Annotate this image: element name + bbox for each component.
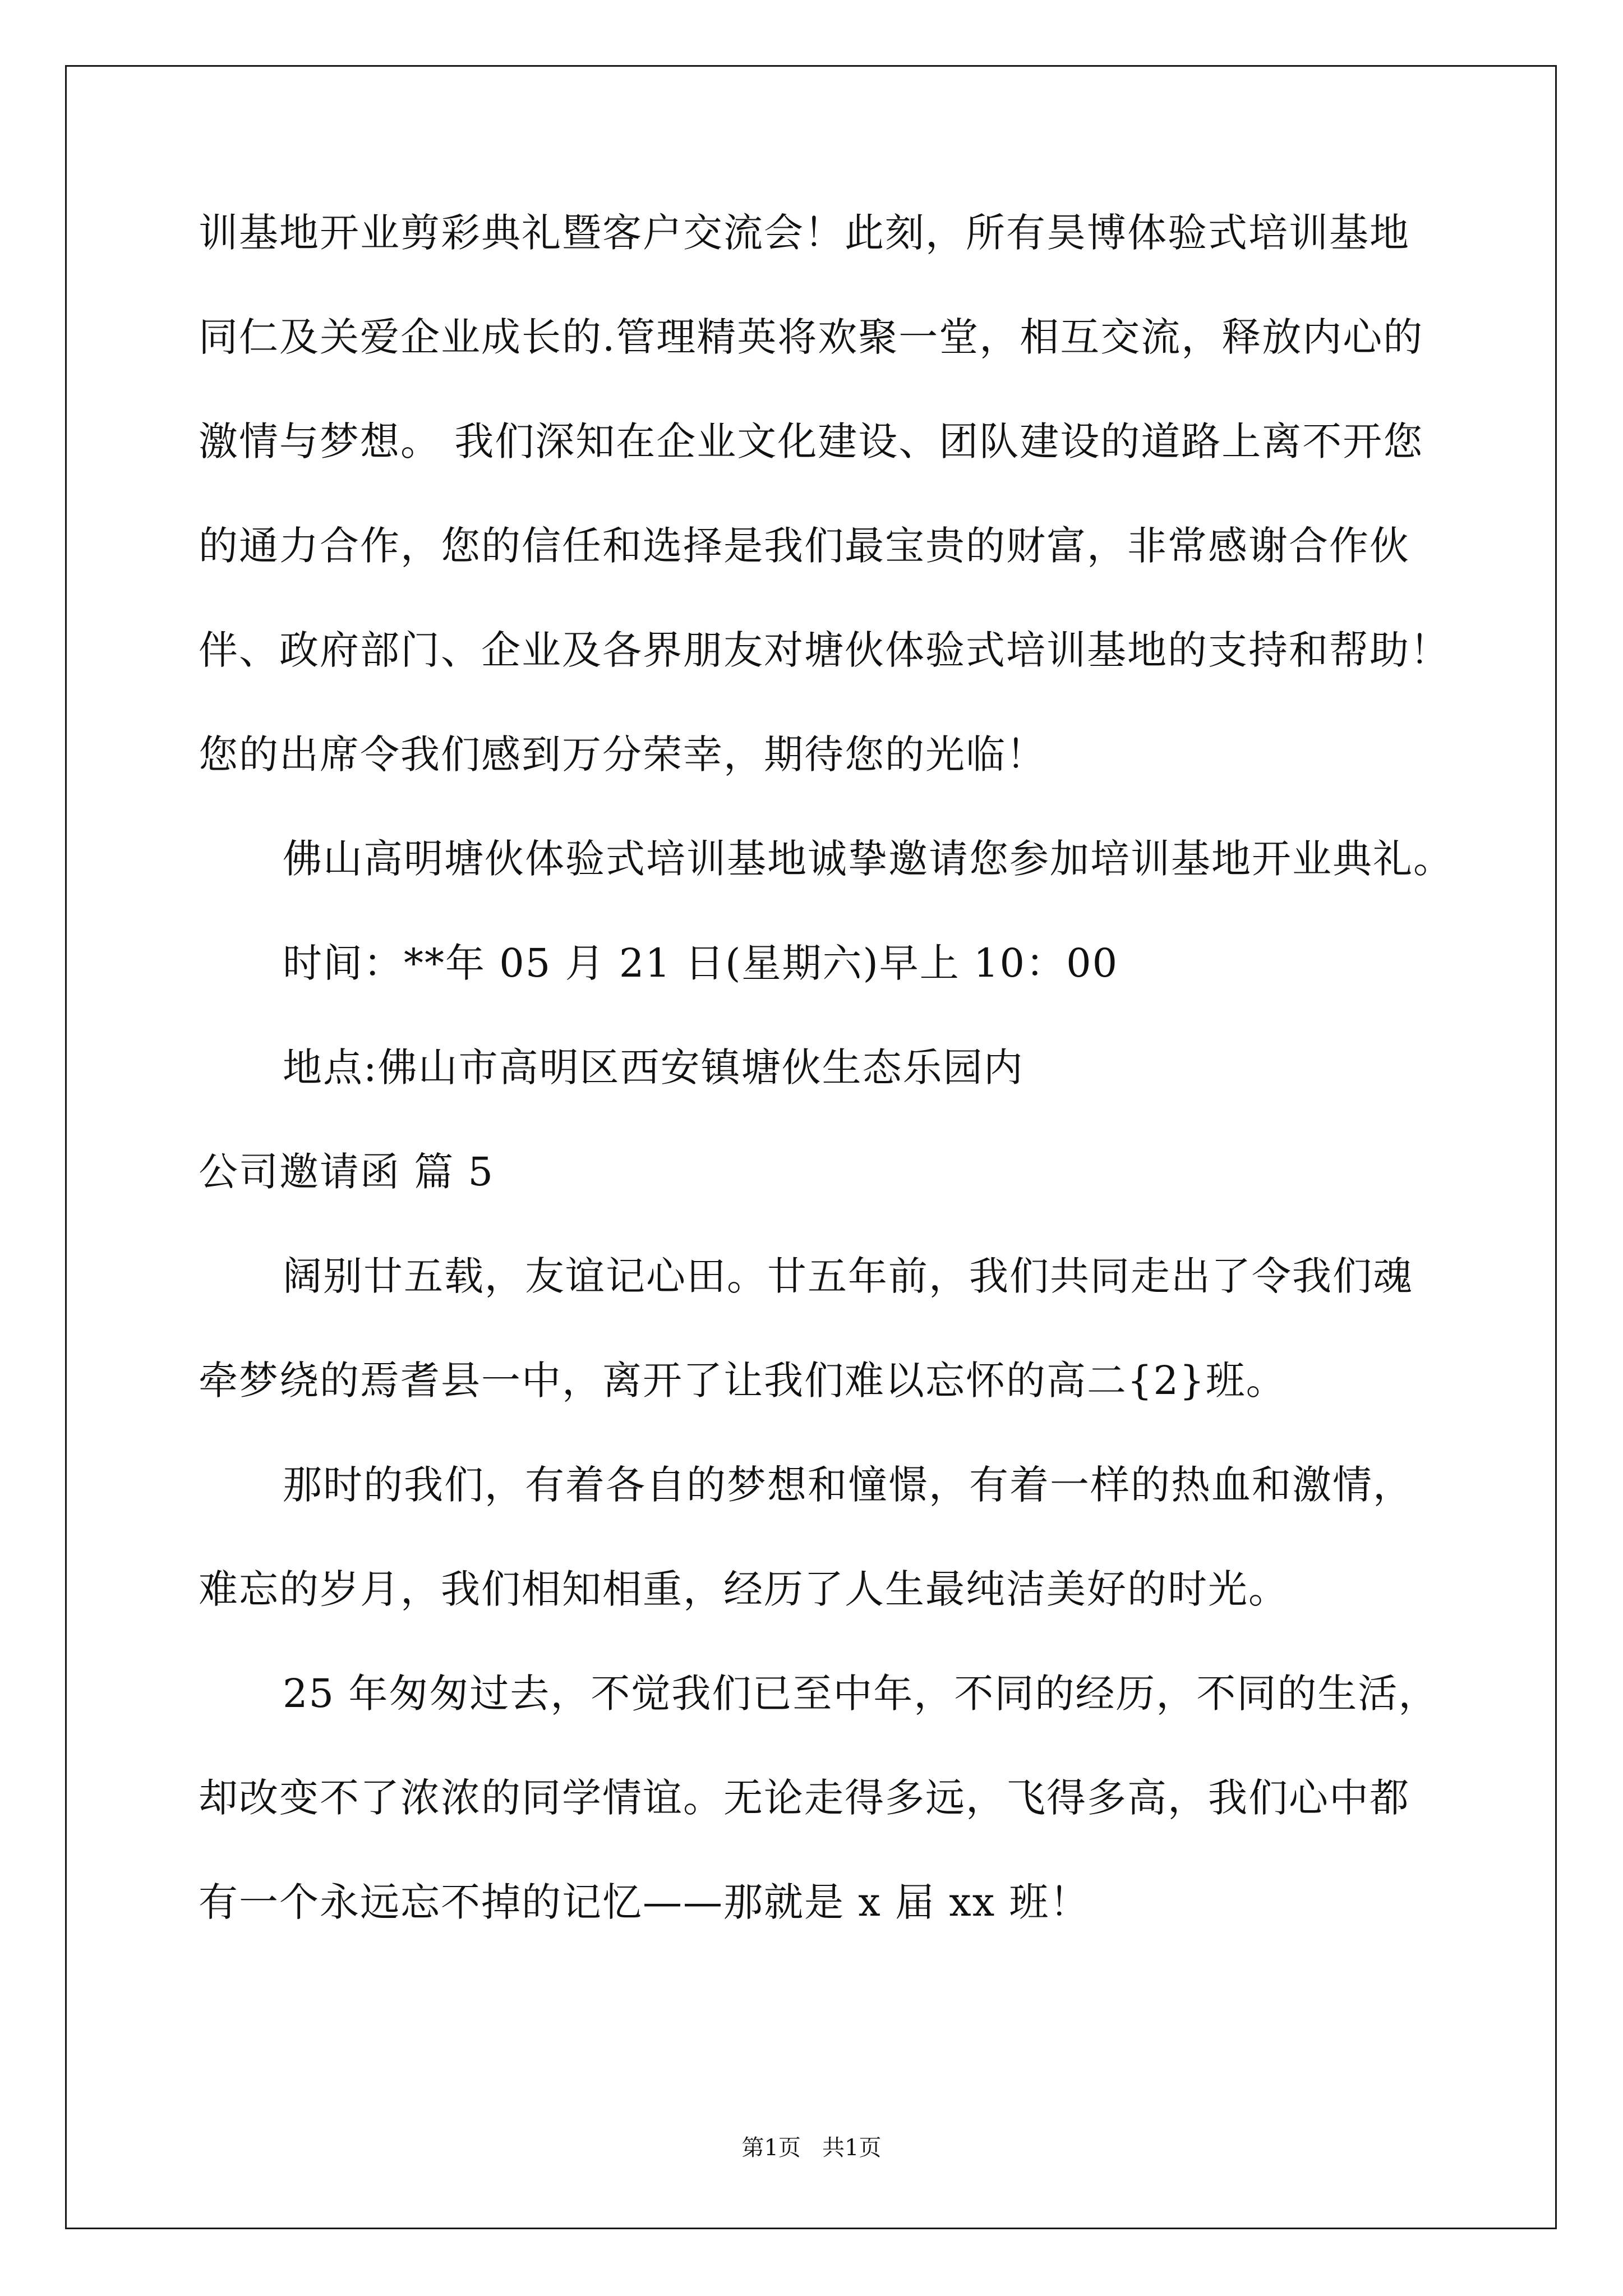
text-line: 同仁及关爱企业成长的.管理精英将欢聚一堂，相互交流，释放内心的 [199,314,1424,360]
text-line: 激情与梦想。 我们深知在企业文化建设、团队建设的道路上离不开您 [199,418,1424,464]
page-footer: 第1页 共1页 [741,2135,882,2161]
text-line: 却改变不了浓浓的同学情谊。无论走得多远，飞得多高，我们心中都 [199,1775,1410,1821]
text-line: 难忘的岁月，我们相知相重，经历了人生最纯洁美好的时光。 [199,1566,1289,1612]
text-line: 的通力合作，您的信任和选择是我们最宝贵的财富，非常感谢合作伙 [199,523,1410,569]
text-line: 您的出席令我们感到万分荣幸，期待您的光临！ [199,731,1046,777]
text-line: 那时的我们，有着各自的梦想和憧憬，有着一样的热血和激情， [283,1462,1413,1508]
section-heading: 公司邀请函 篇 5 [199,1149,495,1195]
text-line: 25 年匆匆过去，不觉我们已至中年，不同的经历，不同的生活， [283,1671,1439,1717]
text-line: 时间：**年 05 月 21 日(星期六)早上 10：00 [283,940,1119,986]
text-line: 有一个永远忘不掉的记忆——那就是 x 届 xx 班！ [199,1879,1090,1925]
text-line: 阔别廿五载，友谊记心田。廿五年前，我们共同走出了令我们魂 [283,1253,1413,1299]
text-line: 训基地开业剪彩典礼暨客户交流会！此刻，所有昊博体验式培训基地 [199,210,1410,256]
text-line: 伴、政府部门、企业及各界朋友对塘伙体验式培训基地的支持和帮助！ [199,627,1450,673]
text-line: 牵梦绕的焉耆县一中，离开了让我们难以忘怀的高二{2}班。 [199,1358,1287,1404]
text-line: 地点:佛山市高明区西安镇塘伙生态乐园内 [283,1045,1024,1091]
text-line: 佛山高明塘伙体验式培训基地诚挚邀请您参加培训基地开业典礼。 [283,836,1454,882]
